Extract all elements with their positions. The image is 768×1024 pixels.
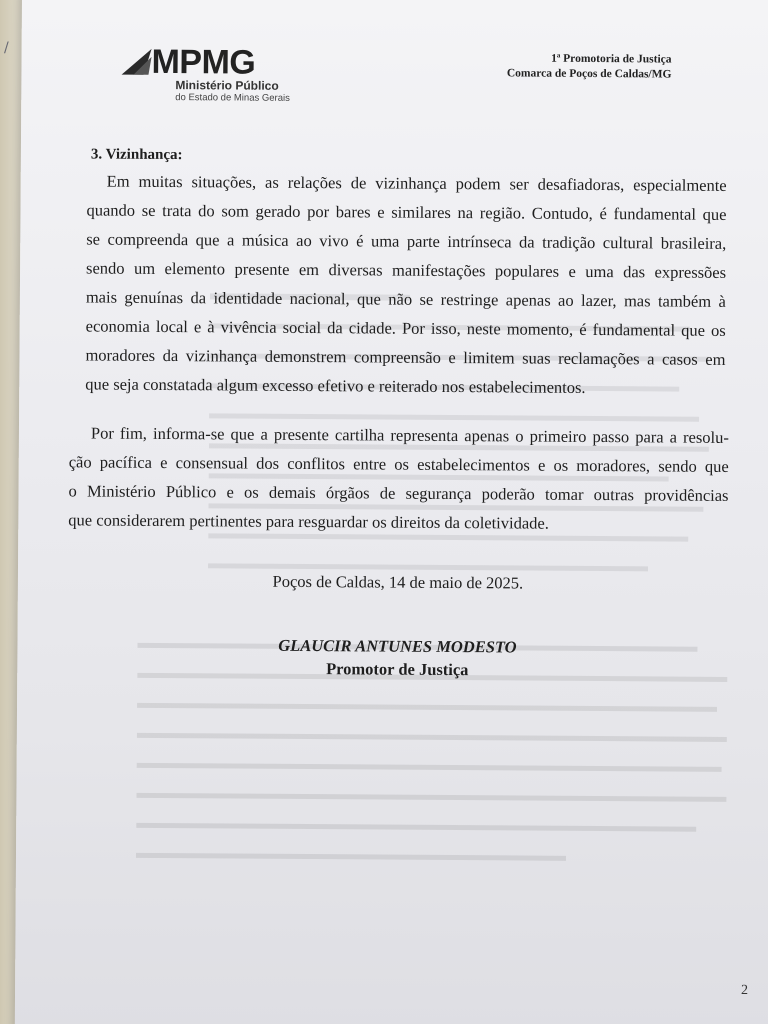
- section-title: 3. Vizinhança:: [90, 146, 183, 164]
- paragraph-line: Em muitas situações, as relações de vizinhança podem ser desafiadoras, especialmente: [106, 171, 727, 195]
- paragraph-line: ção pacífica e consensual dos conflitos entre os estabelecimentos e os moradores, sendo que: [68, 452, 729, 476]
- office-jurisdiction: Comarca de Poços de Caldas/MG: [506, 67, 672, 81]
- paragraph-line: moradores da vizinhança demonstrem compreensão e limitem suas reclamações a casos em: [85, 345, 726, 369]
- logo-wordmark: MPMG: [151, 42, 256, 82]
- office-name: 1ª Promotoria de Justiça: [551, 52, 672, 66]
- paragraph-line: economia local e à vivência social da cidade. Por isso, neste momento, é fundamental que os: [85, 316, 726, 340]
- handwriting-mark: /: [4, 40, 9, 56]
- page-number: 2: [741, 983, 749, 999]
- closing-paragraph: [68, 418, 729, 539]
- place-and-date: Poços de Caldas, 14 de maio de 2025.: [272, 571, 524, 593]
- paragraph-line: quando se trata do som gerado por bares e similares na região. Contudo, é fundamental que: [86, 200, 727, 224]
- section-paragraph: [85, 166, 727, 402]
- paragraph-line: Por fim, informa-se que a presente cartilha representa apenas o primeiro passo para a resolu-: [90, 423, 729, 447]
- paragraph-line: mais genuínas da identidade nacional, que não se restringe apenas ao lazer, mas também à: [85, 287, 726, 311]
- paragraph-line: que seja constatada algum excesso efetivo e reiterado nos estabelecimentos.: [85, 374, 586, 397]
- paragraph-line: o Ministério Público e os demais órgãos de segurança poderão tomar outras providências: [68, 481, 729, 505]
- paragraph-line: sendo um elemento presente em diversas manifestações populares e uma das expressões: [86, 258, 727, 282]
- paragraph-line: que considerarem pertinentes para resguardar os direitos da coletividade.: [68, 510, 549, 533]
- paragraph-line: se compreenda que a música ao vivo é uma parte intrínseca da tradição cultural brasileira,: [86, 229, 727, 253]
- mpmg-logo: [121, 42, 291, 104]
- document-page: [15, 0, 768, 1024]
- logo-subtitle-state: do Estado de Minas Gerais: [175, 92, 290, 104]
- logo-subtitle: Ministério Público: [175, 78, 279, 93]
- signer-role: Promotor de Justiça: [326, 659, 469, 680]
- signer-name: GLAUCIR ANTUNES MODESTO: [278, 635, 517, 657]
- office-heading: [507, 51, 672, 82]
